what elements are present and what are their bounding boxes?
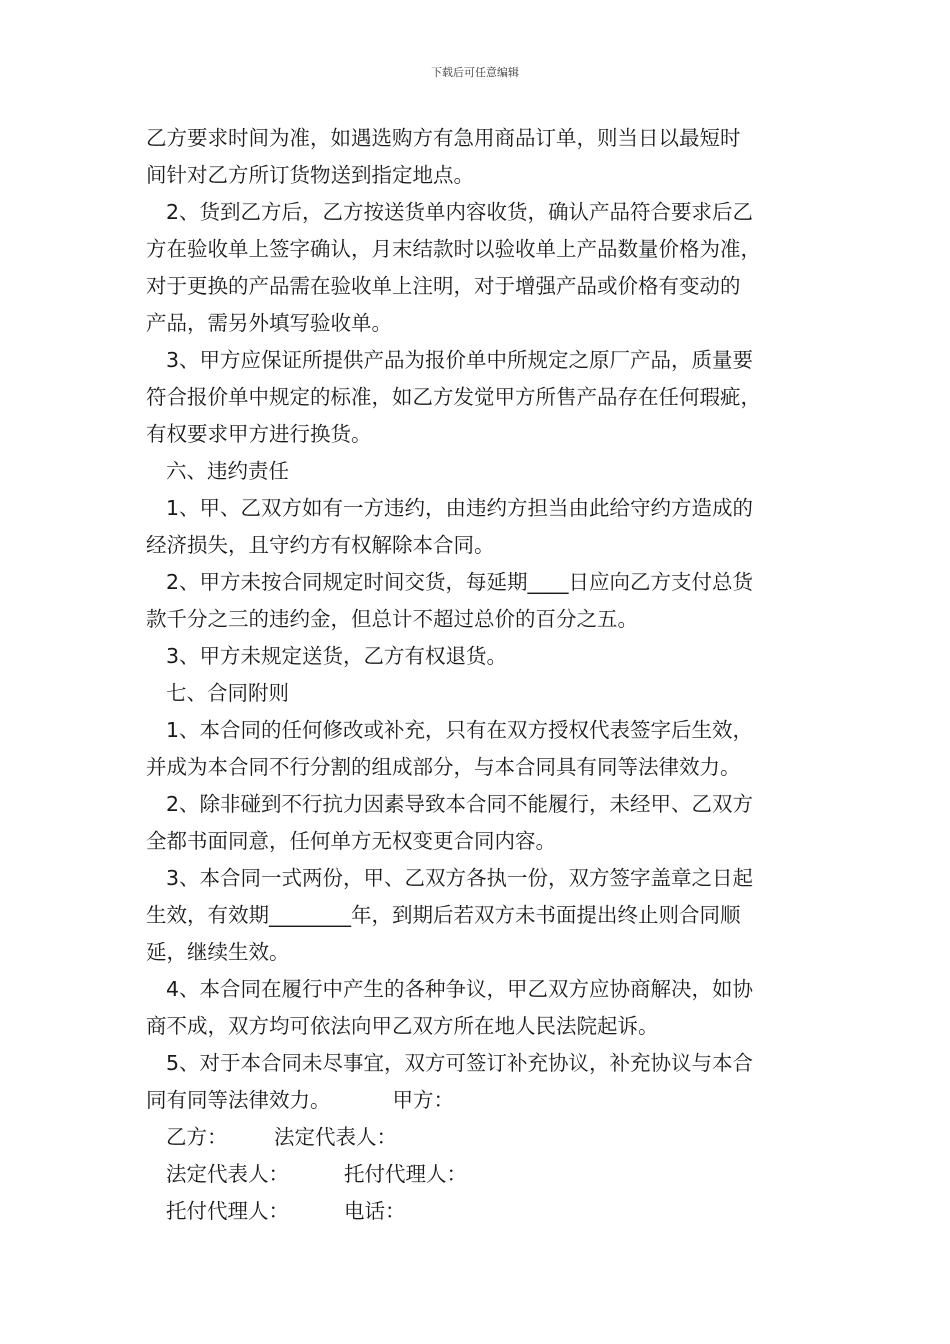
- clause-line: 3、甲方未规定送货，乙方有权退货。: [166, 644, 508, 668]
- clause-line: [146, 1082, 806, 1119]
- clause-line: 1、甲、乙双方如有一方违约，由违约方担当由此给守约方造成的: [166, 496, 754, 520]
- signature-legal-rep-b: 法定代表人：: [166, 1162, 289, 1186]
- page-header: 下载后可任意编辑: [431, 66, 519, 79]
- clause-line: 全都书面同意，任何单方无权变更合同内容。: [146, 829, 556, 853]
- clause-line: 符合报价单中规定的标准，如乙方发觉甲方所售产品存在任何瑕疵，: [146, 385, 761, 409]
- signature-row: [146, 1156, 806, 1193]
- clause-line: 5、对于本合同未尽事宜，双方可签订补充协议，补充协议与本合: [166, 1051, 754, 1075]
- clause-line: 4、本合同在履行中产生的各种争议，甲乙双方应协商解决，如协: [166, 977, 754, 1001]
- signature-party-b: 乙方：: [166, 1125, 228, 1149]
- clause-line: 产品，需另外填写验收单。: [146, 311, 392, 335]
- signature-agent-a: 托付代理人：: [344, 1162, 467, 1186]
- clause-line: 延，继续生效。: [146, 940, 290, 964]
- clause-line: 并成为本合同不行分割的组成部分，与本合同具有同等法律效力。: [146, 755, 741, 779]
- clause-line: 商不成，双方均可依法向甲乙双方所在地人民法院起诉。: [146, 1014, 659, 1038]
- clause-line: 3、甲方应保证所提供产品为报价单中所规定之原厂产品，质量要: [166, 348, 754, 372]
- signature-legal-rep-a: 法定代表人：: [274, 1125, 397, 1149]
- clause-line: 1、本合同的任何修改或补充，只有在双方授权代表签字后生效，: [166, 718, 754, 742]
- clause-line: 生效，有效期________年，到期后若双方未书面提出终止则合同顺: [146, 903, 741, 927]
- signature-row: [146, 1119, 806, 1156]
- paragraph-line: 乙方要求时间为准，如遇选购方有急用商品订单，则当日以最短时: [146, 126, 741, 150]
- clause-text: 同有同等法律效力。: [146, 1088, 331, 1112]
- signature-row: [146, 1193, 806, 1230]
- clause-line: 2、甲方未按合同规定时间交货，每延期____日应向乙方支付总货: [166, 570, 754, 594]
- paragraph-line: 间针对乙方所订货物送到指定地点。: [146, 163, 474, 187]
- clause-line: 款千分之三的违约金，但总计不超过总价的百分之五。: [146, 607, 638, 631]
- clause-line: 3、本合同一式两份，甲、乙双方各执一份，双方签字盖章之日起: [166, 866, 754, 890]
- clause-line: 有权要求甲方进行换货。: [146, 422, 372, 446]
- contract-body: [146, 120, 806, 1230]
- clause-line: 对于更换的产品需在验收单上注明，对于增强产品或价格有变动的: [146, 274, 741, 298]
- signature-agent-b: 托付代理人：: [166, 1199, 289, 1223]
- section-heading: 六、违约责任: [166, 459, 289, 483]
- clause-line: 2、货到乙方后，乙方按送货单内容收货，确认产品符合要求后乙: [166, 200, 754, 224]
- signature-party-a: 甲方：: [392, 1088, 454, 1112]
- clause-line: 2、除非碰到不行抗力因素导致本合同不能履行，未经甲、乙双方: [166, 792, 754, 816]
- clause-line: 方在验收单上签字确认，月末结款时以验收单上产品数量价格为准，: [146, 237, 761, 261]
- signature-phone: 电话：: [344, 1199, 406, 1223]
- clause-line: 经济损失，且守约方有权解除本合同。: [146, 533, 495, 557]
- section-heading: 七、合同附则: [166, 681, 289, 705]
